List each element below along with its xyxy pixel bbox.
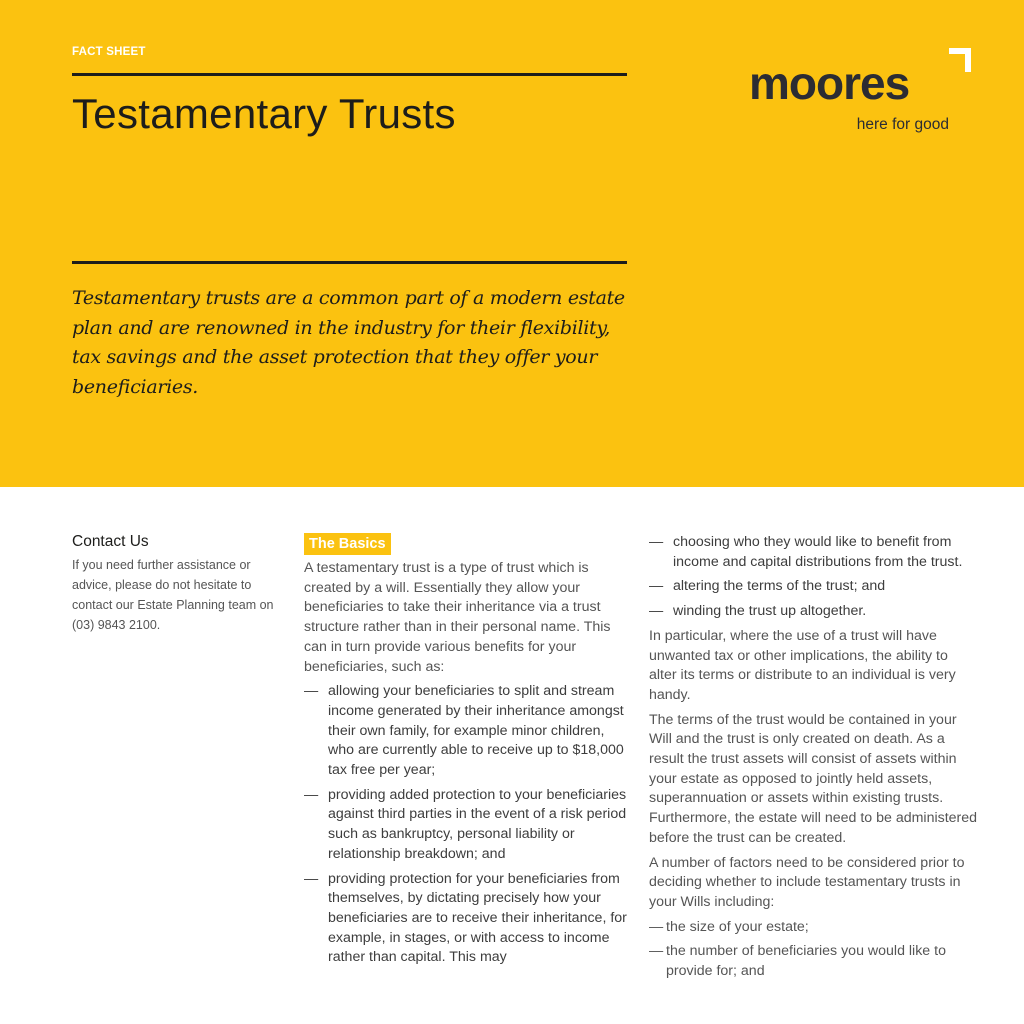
contact-heading: Contact Us (72, 533, 149, 550)
basics-paragraph: A testamentary trust is a type of trust which is created by a will. Essentially they allow your beneficiaries to take their inheritance via a trust structure rather than in their personal name. This can in turn provide various benefits for your beneficiaries, such as: (304, 560, 611, 675)
list-item: — choosing who they would like to benefit from income and capital distributions from the trust. (649, 534, 963, 570)
logo-tagline: here for good (856, 116, 949, 133)
page-title: Testamentary Trusts (72, 90, 456, 137)
header-banner (0, 0, 1024, 487)
trustee-powers-list (649, 533, 979, 622)
basics-column (304, 533, 634, 973)
intro-divider (72, 261, 627, 264)
dash-icon: — (649, 943, 664, 960)
dash-icon: — (304, 870, 319, 887)
intro-text: Testamentary trusts are a common part of a modern estate plan and are renowned in the industry for their flexibility, tax savings and the asset protection that they offer your beneficiaries. (72, 287, 625, 398)
dash-icon: — (649, 918, 664, 935)
list-item: — allowing your beneficiaries to split and stream income generated by their inheritance amongst their own family, for example minor children, who are currently able to receive up to $18,000 tax free per year; (304, 683, 624, 779)
list-item: — altering the terms of the trust; and (649, 577, 979, 597)
paragraph: In particular, where the use of a trust will have unwanted tax or other implications, the ability to alter its terms or distribute to an individual is very handy. (649, 627, 956, 703)
basics-heading: The Basics (304, 533, 391, 555)
paragraph: The terms of the trust would be contained in your Will and the trust is only created on death. As a result the trust assets will consist of assets within your estate as opposed to jointly held assets, superannuation or assets within existing trusts. Furthermore, the estate will need to be administered before the trust can be created. (649, 711, 978, 846)
list-item: — the number of beneficiaries you would like to provide for; and (649, 943, 946, 980)
logo-wordmark: moores (749, 57, 910, 109)
dash-icon: — (649, 534, 664, 550)
factors-list (649, 918, 979, 982)
list-item: — providing added protection to your beneficiaries against third parties in the event of a risk period such as bankruptcy, personal liability or relationship breakdown; and (304, 786, 627, 862)
fact-sheet-label: FACT SHEET (72, 46, 146, 58)
moores-logo (749, 46, 979, 142)
list-item: — winding the trust up altogether. (649, 602, 979, 622)
top-divider (72, 73, 627, 76)
dash-icon: — (649, 578, 664, 595)
list-item: — providing protection for your beneficiaries from themselves, by dictating precisely how your beneficiaries are to receive their inheritance, for example, in stages, or with access to income rather than capital. This may (304, 870, 627, 966)
paragraph: A number of factors need to be considered prior to deciding whether to include testamentary trusts in your Wills including: (649, 854, 965, 910)
dash-icon: — (649, 603, 664, 620)
right-column (649, 533, 979, 987)
contact-section (72, 533, 277, 635)
dash-icon: — (304, 683, 319, 700)
contact-body: If you need further assistance or advice, please do not hesitate to contact our Estate Planning team on (03) 9843 2100. (72, 558, 274, 632)
dash-icon: — (304, 786, 319, 803)
logo-corner-icon (949, 48, 971, 72)
benefits-list (304, 682, 634, 968)
list-item: — the size of your estate; (649, 918, 979, 938)
